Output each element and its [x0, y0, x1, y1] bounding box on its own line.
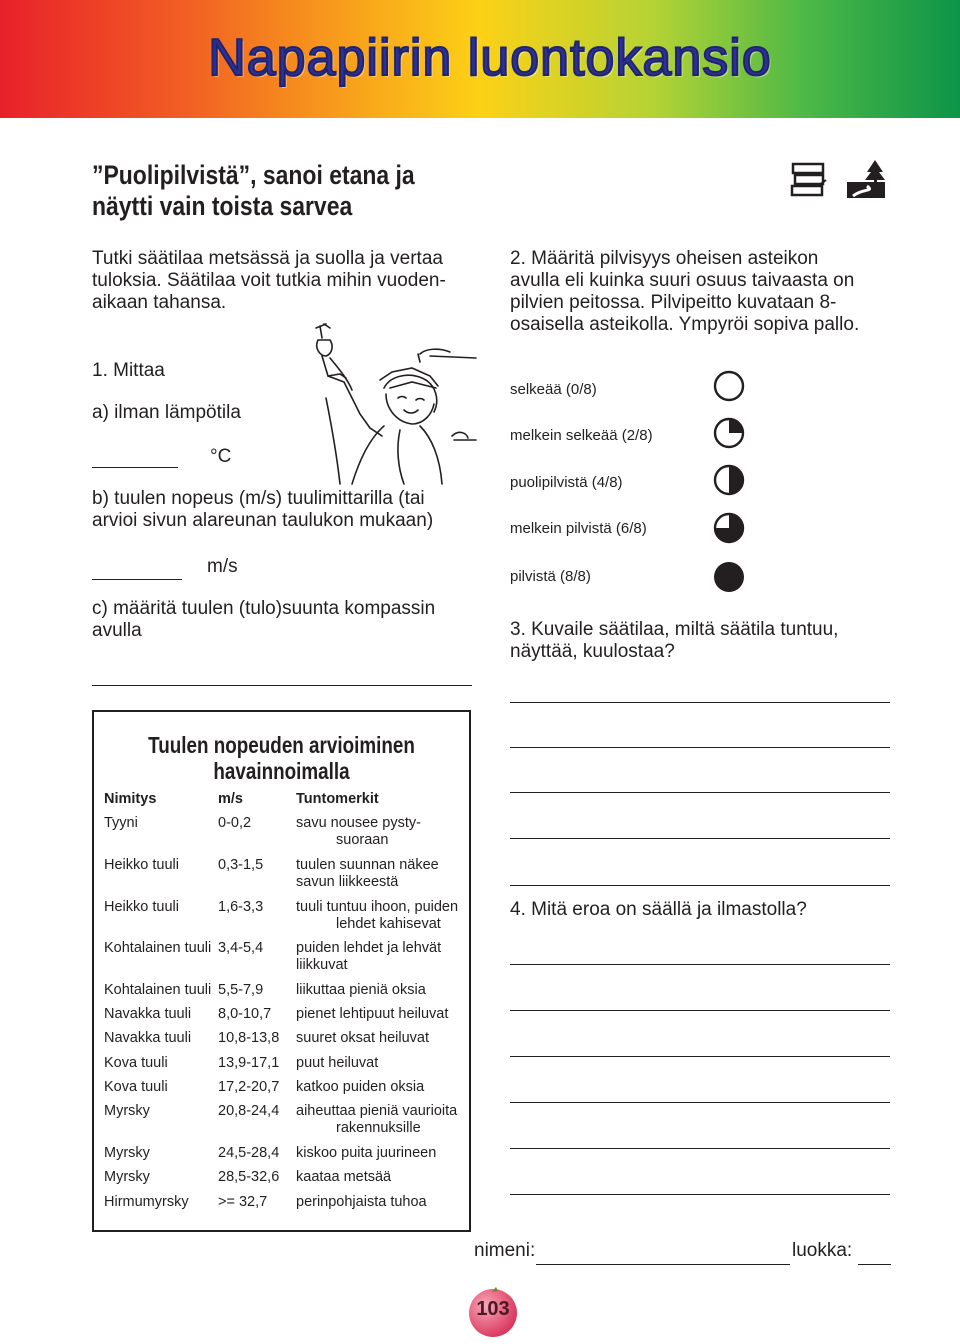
table-row-sign-cont: savun liikkeestä — [296, 874, 399, 890]
cloud-cover-0-8-circle[interactable] — [713, 370, 745, 402]
task1-b-line: b) tuulen nopeus (m/s) tuulimittarilla (tai — [92, 488, 425, 509]
cloud-scale-label: pilvistä (8/8) — [510, 568, 591, 585]
cloud-scale-label: selkeää (0/8) — [510, 381, 597, 398]
task1-b-label — [92, 488, 433, 532]
task3-answer-line[interactable] — [510, 747, 890, 748]
table-row-speed: 13,9-17,1 — [218, 1055, 280, 1071]
table-row-name: Kohtalainen tuuli — [104, 982, 212, 998]
table-row-speed: 1,6-3,3 — [218, 899, 264, 915]
table-row-speed: 0,3-1,5 — [218, 857, 264, 873]
task4-answer-line[interactable] — [510, 1102, 890, 1103]
name-label: nimeni: — [474, 1240, 536, 1261]
task1-b-line: arvioi sivun alareunan taulukon mukaan) — [92, 510, 434, 531]
table-row-sign: perinpohjaista tuhoa — [296, 1194, 427, 1210]
cloud-cover-4-8-circle[interactable] — [713, 464, 745, 496]
cloud-cover-6-8-circle[interactable] — [713, 512, 745, 544]
task2-line: pilvien peitossa. Pilvipeitto kuvataan 8- — [510, 292, 837, 313]
table-row-speed: 10,8-13,8 — [218, 1030, 280, 1046]
table-row-name: Hirmumyrsky — [104, 1194, 189, 1210]
cloud-scale-label: puolipilvistä (4/8) — [510, 474, 623, 491]
table-row-sign: kaataa metsää — [296, 1169, 392, 1185]
table-row-speed: 3,4-5,4 — [218, 940, 264, 956]
section-title-line1: ”Puolipilvistä”, sanoi etana ja — [92, 160, 415, 190]
table-row-sign: tuuli tuntuu ihoon, puiden — [296, 899, 459, 915]
class-answer-line[interactable] — [858, 1264, 891, 1265]
table-row-name: Kohtalainen tuuli — [104, 940, 212, 956]
task2-line: 2. Määritä pilvisyys oheisen asteikon — [510, 248, 819, 269]
table-row-speed: >= 32,7 — [218, 1194, 268, 1210]
task3-answer-line[interactable] — [510, 702, 890, 703]
cloud-cover-8-8-circle[interactable] — [713, 561, 745, 593]
task4-answer-line[interactable] — [510, 1194, 890, 1195]
table-row-sign: pienet lehtipuut heiluvat — [296, 1006, 449, 1022]
task3-answer-line[interactable] — [510, 792, 890, 793]
table-row-name: Tyyni — [104, 815, 138, 831]
table-row-speed: 28,5-32,6 — [218, 1169, 280, 1185]
table-header-speed: m/s — [218, 791, 243, 807]
table-row-name: Kova tuuli — [104, 1079, 168, 1095]
table-row-sign: katkoo puiden oksia — [296, 1079, 425, 1095]
section-title — [92, 160, 432, 222]
intro-line: Tutki säätilaa metsässä ja suolla ja vertaa — [92, 248, 443, 269]
intro-line: tuloksia. Säätilaa voit tutkia mihin vuoden- — [92, 270, 446, 291]
task2-line: osaisella asteikolla. Ympyröi sopiva pallo. — [510, 314, 860, 335]
task1-c-line: avulla — [92, 620, 142, 641]
cloud-cover-2-8-circle[interactable] — [713, 417, 745, 449]
task4-answer-line[interactable] — [510, 1010, 890, 1011]
table-row-name: Myrsky — [104, 1103, 150, 1119]
intro-paragraph — [92, 248, 446, 314]
path-tree-icon — [845, 158, 887, 200]
class-label: luokka: — [792, 1240, 853, 1261]
intro-line: aikaan tahansa. — [92, 292, 227, 313]
wind-speed-unit: m/s — [207, 556, 238, 577]
table-header-name: Nimitys — [104, 791, 157, 807]
task3-line: näyttää, kuulostaa? — [510, 641, 675, 662]
wind-table-title-line: havainnoimalla — [213, 758, 350, 784]
wind-table-title — [126, 732, 437, 784]
table-row-sign: puiden lehdet ja lehvät — [296, 940, 442, 956]
table-row-name: Myrsky — [104, 1169, 150, 1185]
table-row-speed: 24,5-28,4 — [218, 1145, 280, 1161]
task4-answer-line[interactable] — [510, 1056, 890, 1057]
page-title: Napapiirin luontokansio — [208, 29, 772, 87]
books-icon — [790, 160, 828, 198]
table-row-name: Myrsky — [104, 1145, 150, 1161]
temperature-unit: °C — [210, 446, 232, 467]
section-title-line2: näytti vain toista sarvea — [92, 191, 353, 221]
table-row-sign: puut heiluvat — [296, 1055, 379, 1071]
table-row-name: Heikko tuuli — [104, 857, 179, 873]
table-row-speed: 0-0,2 — [218, 815, 252, 831]
table-row-name: Navakka tuuli — [104, 1006, 192, 1022]
wind-speed-answer-line[interactable] — [92, 579, 182, 580]
page-number: 103 — [476, 1298, 510, 1320]
task3-answer-line[interactable] — [510, 885, 890, 886]
table-row-sign: kiskoo puita juurineen — [296, 1145, 437, 1161]
table-row-sign-cont: liikkuvat — [296, 957, 348, 973]
task1-a-label: a) ilman lämpötila — [92, 402, 241, 423]
table-row-speed: 20,8-24,4 — [218, 1103, 280, 1119]
table-row-sign-cont: lehdet kahisevat — [336, 916, 441, 932]
anemometer-person-illustration — [300, 318, 480, 490]
table-row-sign-cont: rakennuksille — [336, 1120, 421, 1136]
task1-c-label — [92, 598, 435, 642]
table-row-speed: 8,0-10,7 — [218, 1006, 272, 1022]
task2-line: avulla eli kuinka suuri osuus taivaasta on — [510, 270, 855, 291]
task1-heading: 1. Mittaa — [92, 360, 165, 381]
table-row-name: Navakka tuuli — [104, 1030, 192, 1046]
table-row-speed: 17,2-20,7 — [218, 1079, 280, 1095]
task4-answer-line[interactable] — [510, 1148, 890, 1149]
task3-question — [510, 619, 838, 663]
table-row-sign-cont: suoraan — [336, 832, 389, 848]
wind-table-title-line: Tuulen nopeuden arvioiminen — [148, 732, 415, 758]
table-row-name: Heikko tuuli — [104, 899, 179, 915]
wind-direction-answer-line[interactable] — [92, 685, 472, 686]
task3-answer-line[interactable] — [510, 838, 890, 839]
table-row-sign: suuret oksat heiluvat — [296, 1030, 429, 1046]
task1-c-line: c) määritä tuulen (tulo)suunta kompassin — [92, 598, 436, 619]
temperature-answer-line[interactable] — [92, 467, 178, 468]
table-row-speed: 5,5-7,9 — [218, 982, 264, 998]
cloud-scale-label: melkein selkeää (2/8) — [510, 427, 653, 444]
table-row-sign: savu nousee pysty- — [296, 815, 421, 831]
task4-question: 4. Mitä eroa on säällä ja ilmastolla? — [510, 899, 807, 920]
task3-line: 3. Kuvaile säätilaa, miltä säätila tuntuu, — [510, 619, 839, 640]
table-header-signs: Tuntomerkit — [296, 791, 379, 807]
cloud-scale-label: melkein pilvistä (6/8) — [510, 520, 647, 537]
table-row-sign: aiheuttaa pieniä vaurioita — [296, 1103, 458, 1119]
task2-paragraph — [510, 248, 859, 336]
table-row-sign: liikuttaa pieniä oksia — [296, 982, 426, 998]
name-answer-line[interactable] — [536, 1264, 790, 1265]
task4-answer-line[interactable] — [510, 964, 890, 965]
table-row-sign: tuulen suunnan näkee — [296, 857, 439, 873]
table-row-name: Kova tuuli — [104, 1055, 168, 1071]
